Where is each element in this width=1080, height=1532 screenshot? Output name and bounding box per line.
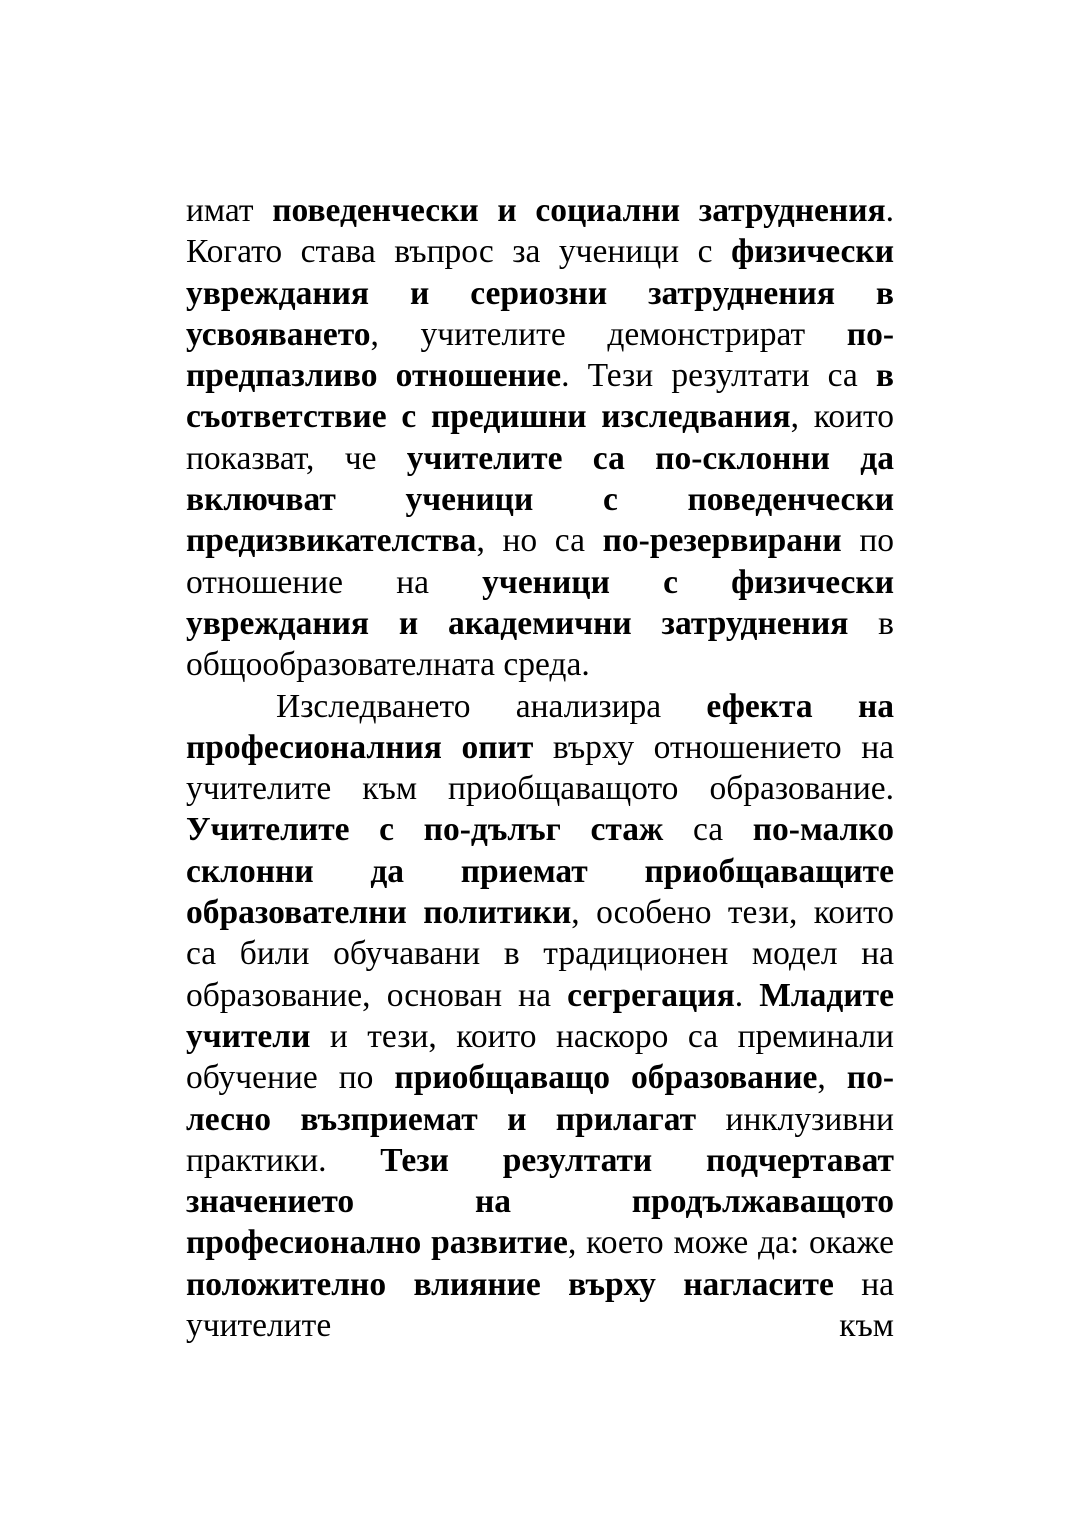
text-run: и тези, които наскоро са преминали обучение по [186, 1017, 894, 1097]
text-run: . Тези резултати са [561, 357, 876, 395]
bold-phrase: по-лесно възприемат и прилагат [186, 1059, 894, 1138]
bold-phrase: в съответствие с предишни изследвания [186, 357, 894, 436]
paragraph-professional-experience [186, 686, 894, 1347]
text-run: . [734, 976, 760, 1014]
text-run: , но са [476, 522, 603, 560]
text-run: в общообразователната среда. [186, 604, 894, 684]
bold-phrase: ефекта на професионалния опит [186, 687, 894, 766]
bold-phrase: Младите учители [186, 976, 894, 1055]
text-run: Изследването анализира [276, 687, 707, 725]
bold-phrase: физически увреждания и сериозни затруднения в усвояването [186, 233, 894, 353]
text-run: инклузивни практики. [186, 1100, 894, 1179]
body-text [186, 190, 894, 1346]
bold-phrase: по-малко склонни да приемат приобщаващите образователни политики [186, 811, 894, 932]
bold-phrase: Учителите с по-дълъг стаж [186, 811, 664, 849]
bold-phrase: сегрегация [567, 976, 735, 1014]
text-run: , учителите демонстрират [370, 315, 847, 353]
text-run: върху отношението на учителите към приобщаващото образование. [186, 728, 894, 808]
bold-phrase: по-предпазливо отношение [186, 315, 894, 395]
text-run: , особено тези, които са били обучавани в традиционен модел на образование, основан на [186, 894, 894, 1014]
paragraph-continuation [186, 190, 894, 686]
bold-phrase: положително влияние върху нагласите [186, 1265, 834, 1303]
bold-phrase: ученици с физически увреждания и академични затруднения [186, 563, 894, 642]
bold-phrase: поведенчески и социални затруднения [272, 192, 886, 229]
text-run: по отношение на [186, 522, 895, 601]
bold-phrase: приобщаващо образование [394, 1059, 818, 1097]
bold-phrase: Тези резултати подчертават значението на продължаващото професионално развитие [186, 1141, 894, 1262]
text-run: , [817, 1059, 847, 1097]
text-run: . Когато става въпрос за ученици с [186, 192, 894, 271]
text-run: имат [186, 192, 273, 229]
text-run: на учителите към [186, 1265, 894, 1345]
bold-phrase: по-резервирани [602, 522, 842, 560]
text-run: , което може да: окаже [567, 1224, 894, 1262]
text-run: са [663, 811, 753, 849]
text-run: , които показват, че [186, 398, 894, 477]
bold-phrase: учителите са по-склонни да включват ученици с поведенчески предизвикателства [186, 439, 895, 560]
